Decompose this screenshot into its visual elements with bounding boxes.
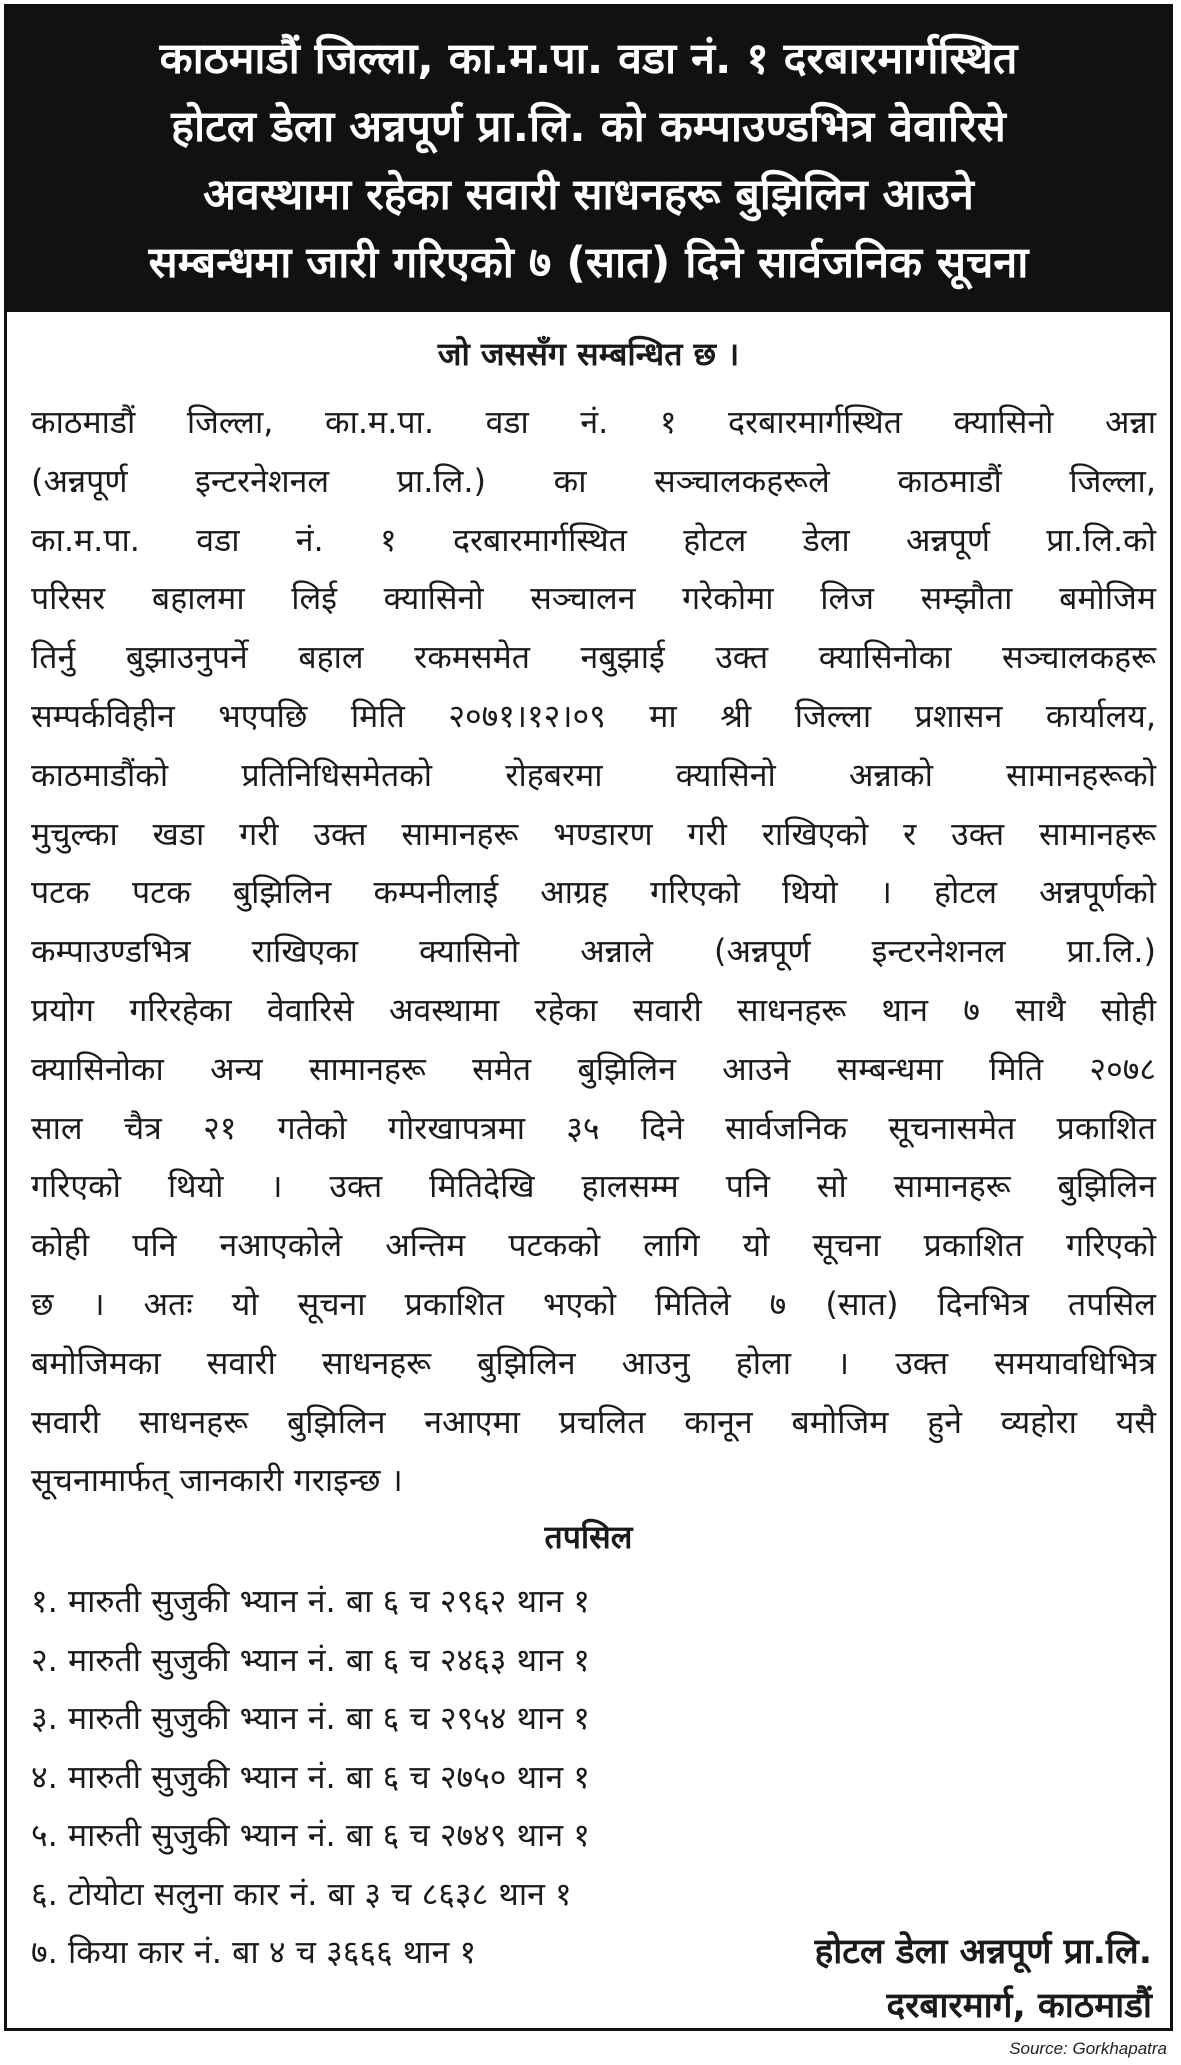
schedule-heading: तपसिल	[544, 1518, 633, 1556]
body-line: साल चैत्र २१ गतेको गोरखापत्रमा ३५ दिने सार्वजनिक सूचनासमेत प्रकाशित	[31, 1108, 1156, 1147]
body-line: काठमाडौंको प्रतिनिधिसमेतको रोहबरमा क्यासिनो अन्नाको सामानहरूको	[31, 755, 1156, 794]
public-notice	[4, 4, 1173, 2031]
body-line: तिर्नु बुझाउनुपर्ने बहाल रकमसमेत नबुझाई उक्त क्यासिनोका सञ्चालकहरू	[31, 638, 1156, 677]
schedule-list	[31, 1572, 791, 1982]
body-line: मुचुल्का खडा गरी उक्त सामानहरू भण्डारण गरी राखिएको र उक्त सामानहरू	[31, 814, 1156, 853]
signature-block	[815, 1925, 1152, 2033]
body-line: काठमाडौं जिल्ला, का.म.पा. वडा नं. १ दरबारमार्गस्थित क्यासिनो अन्ना	[31, 403, 1156, 441]
notice-title-banner	[7, 7, 1170, 312]
title-line-2: होटल डेला अन्नपूर्ण प्रा.लि. को कम्पाउण्डभित्र वेवारिसे	[171, 102, 1006, 152]
body-line: क्यासिनोका अन्य सामानहरू समेत बुझिलिन आउने सम्बन्धमा मिति २०७८	[31, 1049, 1156, 1088]
title-line-3: अवस्थामा रहेका सवारी साधनहरू बुझिलिन आउने	[203, 170, 974, 220]
body-line: सम्पर्कविहीन भएपछि मिति २०७१।१२।०९ मा श्री जिल्ला प्रशासन कार्यालय,	[31, 696, 1156, 735]
body-line: कोही पनि नआएकोले अन्तिम पटकको लागि यो सूचना प्रकाशित गरिएको	[31, 1226, 1156, 1265]
source-credit: Source: Gorkhapatra	[1009, 2039, 1167, 2058]
body-line: गरिएको थियो । उक्त मितिदेखि हालसम्म पनि सो सामानहरू बुझिलिन	[31, 1167, 1156, 1206]
body-line: का.म.पा. वडा नं. १ दरबारमार्गस्थित होटल डेला अन्नपूर्ण प्रा.लि.को	[31, 520, 1156, 559]
body-line: परिसर बहालमा लिई क्यासिनो सञ्चालन गरेकोमा लिज सम्झौता बमोजिम	[31, 579, 1156, 618]
body-line: छ । अतः यो सूचना प्रकाशित भएको मितिले ७ (सात) दिनभित्र तपसिल	[31, 1284, 1156, 1323]
schedule-item: ३. मारुती सुजुकी भ्यान नं. बा ६ च २९५४ थान १	[31, 1699, 590, 1737]
schedule-item: ४. मारुती सुजुकी भ्यान नं. बा ६ च २७५० थान १	[31, 1757, 590, 1796]
schedule-item: ७. किया कार नं. बा ४ च ३६६६ थान १	[31, 1933, 477, 1971]
title-line-4: सम्बन्धमा जारी गरिएको ७ (सात) दिने सार्वजनिक सूचना	[148, 238, 1029, 288]
body-line: सूचनामार्फत् जानकारी गराइन्छ ।	[31, 1461, 403, 1500]
body-line: पटक पटक बुझिलिन कम्पनीलाई आग्रह गरिएको थियो । होटल अन्नपूर्णको	[31, 873, 1156, 912]
body-line: (अन्नपूर्ण इन्टरनेशनल प्रा.लि.) का सञ्चालकहरूले काठमाडौं जिल्ला,	[31, 461, 1156, 500]
body-line: बमोजिमका सवारी साधनहरू बुझिलिन आउनु होला । उक्त समयावधिभित्र	[31, 1343, 1156, 1382]
schedule-item: १. मारुती सुजुकी भ्यान नं. बा ६ च २९६२ थान १	[31, 1582, 590, 1620]
body-line: कम्पाउण्डभित्र राखिएका क्यासिनो अन्नाले (अन्नपूर्ण इन्टरनेशनल प्रा.लि.)	[31, 932, 1156, 971]
schedule-item: २. मारुती सुजुकी भ्यान नं. बा ६ च २४६३ थान १	[31, 1640, 590, 1679]
signature-address: दरबारमार्ग, काठमाडौं	[886, 1986, 1152, 2026]
salutation: जो जससँग सम्बन्धित छ ।	[437, 335, 740, 373]
body-line: प्रयोग गरिरहेका वेवारिसे अवस्थामा रहेका सवारी साधनहरू थान ७ साथै सोही	[31, 990, 1156, 1029]
body-line: सवारी साधनहरू बुझिलिन नआएमा प्रचलित कानून बमोजिम हुने व्यहोरा यसै	[31, 1402, 1156, 1441]
signature-name: होटल डेला अन्नपूर्ण प्रा.लि.	[814, 1932, 1152, 1972]
schedule-item: ६. टोयोटा सलुना कार नं. बा ३ च ८६३८ थान १	[31, 1874, 572, 1913]
notice-body	[31, 393, 1156, 1510]
title-line-1: काठमाडौं जिल्ला, का.म.पा. वडा नं. १ दरबारमार्गस्थित	[159, 34, 1018, 84]
schedule-item: ५. मारुती सुजुकी भ्यान नं. बा ६ च २७४९ थान १	[31, 1816, 590, 1854]
